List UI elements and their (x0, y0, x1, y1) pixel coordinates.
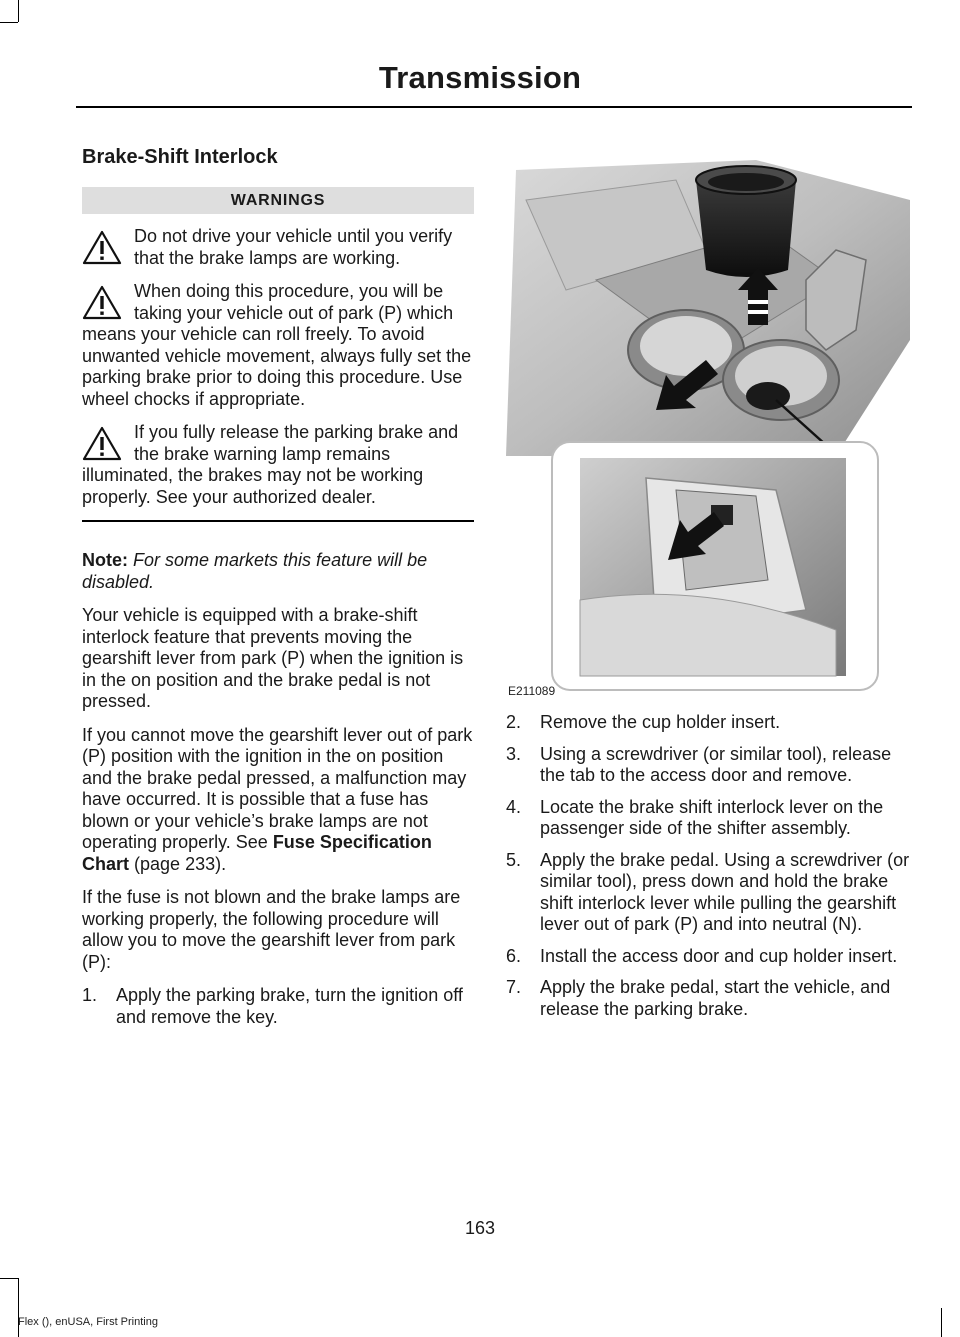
step-number: 4. (506, 796, 522, 817)
step-text: Install the access door and cup holder insert. (540, 945, 898, 966)
warning-text: If you fully release the parking brake and the brake warning lamp remains illuminated, the brakes may not be working properly. See your authorized dealer. (82, 422, 459, 507)
note-text: For some markets this feature will be disabled. (82, 550, 428, 592)
note-paragraph (82, 550, 474, 593)
step-text: Remove the cup holder insert. (540, 712, 781, 732)
warning-text: When doing this procedure, you will be taking your vehicle out of park (P) which means your vehicle can roll freely. To avoid unwanted vehicle movement, always fully set the parking brake prior to doing this procedure. Use wheel chocks if appropriate. (82, 281, 472, 409)
warning-item (82, 422, 474, 508)
body-paragraph (82, 725, 474, 876)
list-item (506, 797, 910, 840)
body-paragraph: Your vehicle is equipped with a brake-shift interlock feature that prevents moving the gearshift lever from park (P) when the ignition is in the on position and the brake pedal is not pressed. (82, 605, 464, 711)
step-number: 2. (506, 712, 522, 732)
warnings-label: WARNINGS (82, 187, 474, 214)
header-rule (76, 106, 912, 108)
body-text: If you cannot move the gearshift lever out of park (P) position with the ignition in the on position and the brake pedal pressed, a malfunction may have occurred. It is possible that a fuse has blown or your vehicle’s brake lamps are not operating properly. See (82, 724, 473, 852)
crop-mark (0, 22, 18, 23)
list-item (506, 946, 910, 968)
list-item (506, 977, 910, 1020)
step-number: 7. (506, 977, 522, 997)
list-item (506, 850, 910, 936)
cross-reference-link[interactable]: Fuse Specification Chart (82, 832, 432, 874)
note-label: Note: (82, 550, 128, 570)
step-text: Apply the brake pedal. Using a screwdriver (or similar tool), press down and hold the brake shift interlock lever while pulling the gearshift lever out of park (P) and into neutral (N). (540, 849, 910, 934)
warning-item (82, 281, 474, 410)
step-number: 3. (506, 743, 522, 764)
figure-code: E211089 (508, 684, 556, 698)
list-item (506, 744, 910, 787)
page-reference: (page 233). (134, 853, 227, 874)
section-heading: Brake-Shift Interlock (82, 146, 278, 168)
step-number: 5. (506, 849, 522, 870)
steps-list (506, 712, 910, 1020)
step-number: 6. (506, 945, 522, 966)
body-paragraph: If the fuse is not blown and the brake lamps are working properly, the following procedure will allow you to move the gearshift lever from park (P): (82, 887, 461, 972)
crop-mark (18, 1278, 19, 1337)
step-text: Apply the parking brake, turn the ignition off and remove the key. (116, 985, 463, 1027)
steps-list (82, 985, 474, 1028)
crop-mark (18, 0, 19, 22)
warning-text: Do not drive your vehicle until you verify that the brake lamps are working. (134, 226, 453, 268)
console-cup-holder-illustration (506, 160, 910, 696)
step-text: Using a screwdriver (or similar tool), release the tab to the access door and remove. (540, 743, 892, 785)
step-text: Apply the brake pedal, start the vehicle, and release the parking brake. (540, 977, 891, 1019)
crop-mark (0, 1278, 18, 1279)
step-number: 1. (82, 985, 98, 1005)
left-column (82, 146, 474, 1038)
list-item (82, 985, 474, 1028)
illustration-figure (506, 160, 910, 696)
warning-triangle-icon (82, 426, 122, 462)
warnings-divider (82, 520, 474, 522)
warning-triangle-icon (82, 285, 122, 321)
right-column (506, 712, 910, 1030)
crop-mark (941, 1308, 942, 1337)
warning-triangle-icon (82, 230, 122, 266)
warning-item (82, 226, 474, 269)
list-item (506, 712, 910, 734)
page-header-title: Transmission (378, 60, 582, 95)
step-text: Locate the brake shift interlock lever on the passenger side of the shifter assembly. (540, 796, 884, 838)
page-number: 163 (464, 1218, 496, 1238)
footer-print-info: Flex (), enUSA, First Printing (18, 1316, 158, 1328)
